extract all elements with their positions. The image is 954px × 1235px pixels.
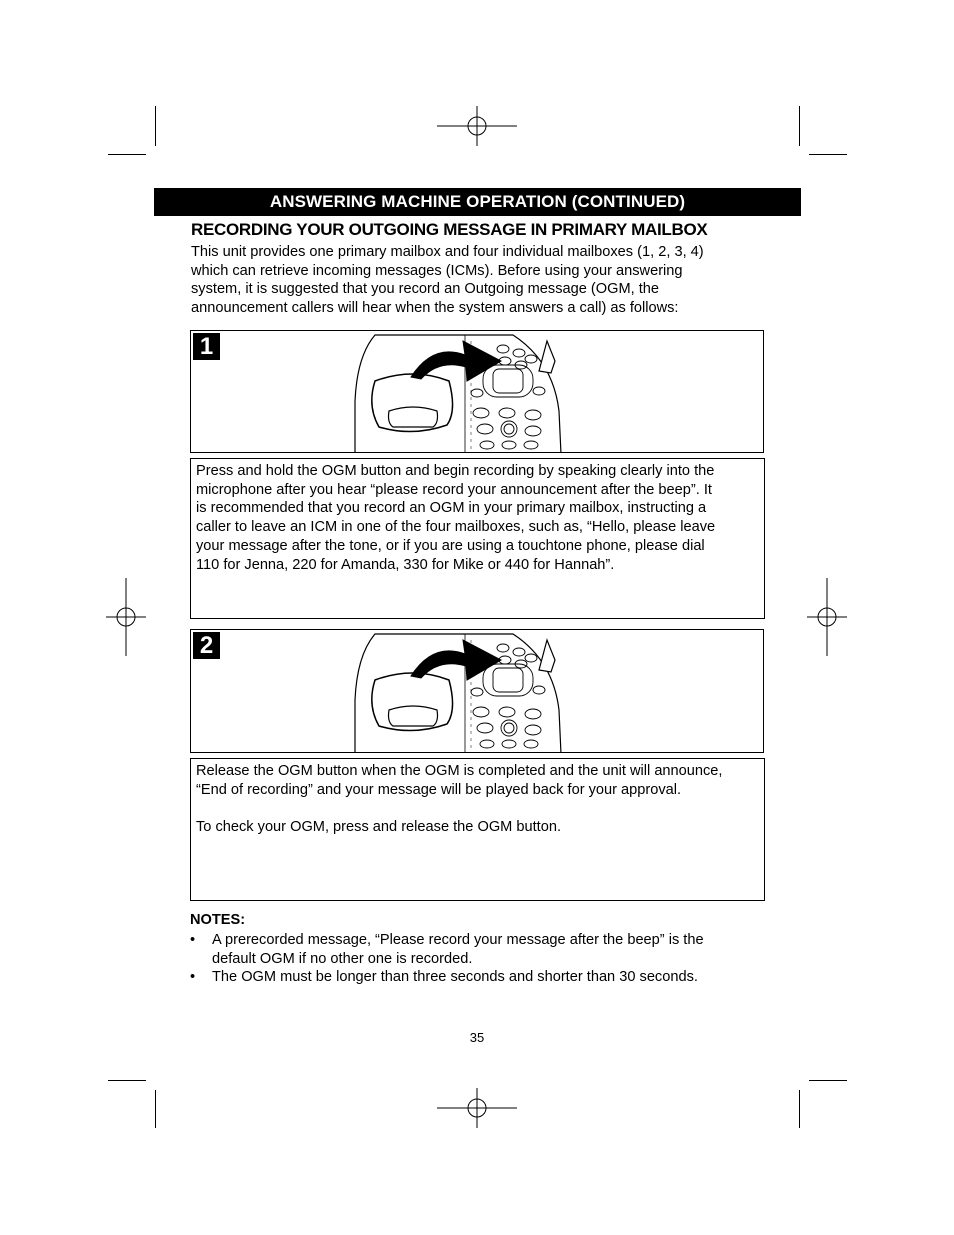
notes-list xyxy=(190,931,765,987)
crop-mark xyxy=(155,1090,156,1128)
intro-line: This unit provides one primary mailbox and four individual mailboxes (1, 2, 3, 4) xyxy=(191,244,704,260)
step-2-text-extra: To check your OGM, press and release the OGM button. xyxy=(196,819,562,836)
step-1-text-line: 110 for Jenna, 220 for Amanda, 330 for Mike or 440 for Hannah”. xyxy=(196,556,615,573)
page-number: 35 xyxy=(469,1030,485,1045)
intro-paragraph xyxy=(191,243,766,318)
step-2-text-line: “End of recording” and your message will be played back for your approval. xyxy=(196,781,682,798)
notes-title: NOTES: xyxy=(190,912,246,928)
step-2-illustration-box xyxy=(190,629,764,753)
registration-mark-icon xyxy=(437,106,517,146)
note-line: The OGM must be longer than three seconds and shorter than 30 seconds. xyxy=(212,969,698,986)
step-1-text-line: caller to leave an ICM in one of the four mailboxes, such as, “Hello, please leave xyxy=(196,519,716,536)
registration-mark-icon xyxy=(807,578,847,656)
step-1-illustration-box xyxy=(190,330,764,453)
step-2-text-box xyxy=(190,758,765,901)
step-1-text-line: is recommended that you record an OGM in your primary mailbox, instructing a xyxy=(196,500,707,517)
registration-mark-icon xyxy=(437,1088,517,1128)
crop-mark xyxy=(108,154,146,155)
crop-mark xyxy=(799,106,800,146)
crop-mark xyxy=(108,1080,146,1081)
step-1-text-box xyxy=(190,458,765,619)
phone-base-ogm-illustration-icon xyxy=(353,331,573,453)
section-header-bar xyxy=(154,188,801,216)
step-1-text-line: Press and hold the OGM button and begin recording by speaking clearly into the xyxy=(196,463,715,479)
bullet-icon: • xyxy=(190,969,196,986)
step-1-text-line: your message after the tone, or if you are using a touchtone phone, please dial xyxy=(196,537,705,554)
step-number-badge: 2 xyxy=(193,632,220,659)
note-line: default OGM if no other one is recorded. xyxy=(212,950,473,967)
intro-line: which can retrieve incoming messages (ICMs). Before using your answering xyxy=(191,262,683,279)
page-title: RECORDING YOUR OUTGOING MESSAGE IN PRIMARY MAILBOX xyxy=(191,220,708,239)
step-2-text-line: Release the OGM button when the OGM is completed and the unit will announce, xyxy=(196,763,723,779)
crop-mark xyxy=(809,154,847,155)
intro-line: announcement callers will hear when the system answers a call) as follows: xyxy=(191,300,679,317)
list-item xyxy=(190,931,765,968)
crop-mark xyxy=(809,1080,847,1081)
intro-line: system, it is suggested that you record an Outgoing message (OGM, the xyxy=(191,281,660,298)
section-header-title: ANSWERING MACHINE OPERATION (CONTINUED) xyxy=(269,192,686,211)
step-2-spacer xyxy=(196,799,759,818)
step-number-badge: 1 xyxy=(193,333,220,360)
crop-mark xyxy=(799,1090,800,1128)
phone-base-ogm-illustration-icon xyxy=(353,630,573,753)
bullet-icon: • xyxy=(190,932,196,948)
registration-mark-icon xyxy=(106,578,146,656)
list-item xyxy=(190,968,765,987)
crop-mark xyxy=(155,106,156,146)
step-1-text-line: microphone after you hear “please record your announcement after the beep”. It xyxy=(196,481,712,498)
note-line: A prerecorded message, “Please record your message after the beep” is the xyxy=(212,932,704,948)
